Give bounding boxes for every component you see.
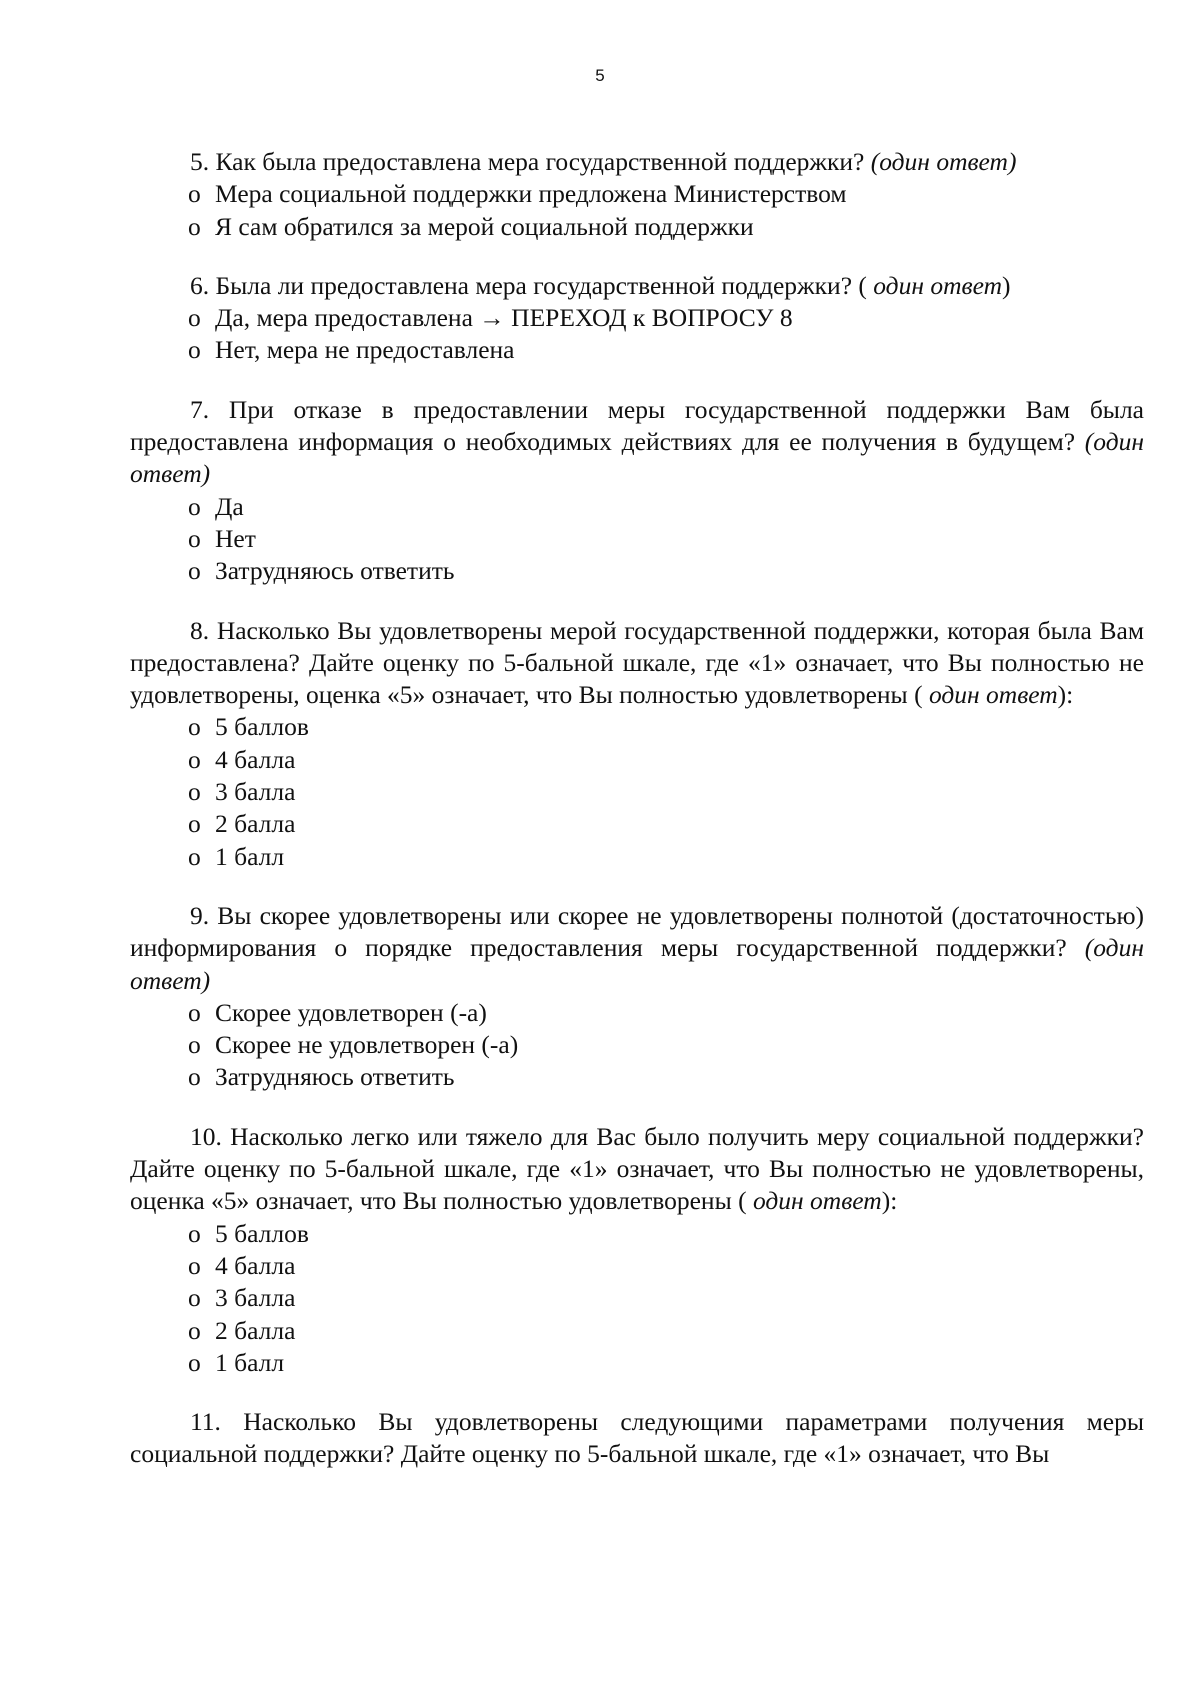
circle-bullet-icon: o [188,523,201,553]
answer-option-label: Скорее удовлетворен (-а) [215,997,487,1027]
question-tail: ) [1002,270,1011,300]
answer-options [130,302,1144,367]
answer-instruction: (один ответ) [870,147,1017,176]
answer-option [188,841,1144,873]
question-5 [130,146,1144,243]
answer-option [188,1315,1144,1347]
answer-option-label: 5 баллов [215,712,309,742]
answer-instruction: один ответ [928,680,1058,710]
question-lead: 5. Как была предоставлена мера государственной поддержки? [190,147,865,176]
circle-bullet-icon: o [188,179,201,209]
answer-option [188,1029,1144,1061]
answer-option-label: Я сам обратился за мерой социальной поддержки [215,211,754,241]
answer-option-label: Нет, мера не предоставлена [215,335,515,365]
answer-option [188,1250,1144,1282]
answer-option-label: Затрудняюсь ответить [215,1062,455,1092]
circle-bullet-icon: o [188,556,201,586]
circle-bullet-icon: o [188,1347,201,1377]
answer-option-label: 4 балла [215,744,296,774]
answer-option-label: 2 балла [215,1315,296,1345]
answer-options [130,178,1144,243]
question-lead: 8. Насколько Вы удовлетворены мерой государственной поддержки, которая была Вам предоставлена? Дайте оценку по 5-бальной шкале, где «1» означает, что Вы полностью не удовлетворены, оценка «5» означает, что Вы полностью удовлетворены ( [130,615,1144,710]
answer-option-label: 1 балл [215,1347,285,1377]
answer-option [188,555,1144,587]
circle-bullet-icon: o [188,303,201,333]
answer-option [188,211,1144,243]
question-text [130,900,1144,997]
circle-bullet-icon: o [188,1283,201,1313]
answer-option [188,711,1144,743]
circle-bullet-icon: o [188,211,201,241]
answer-options [130,1218,1144,1379]
answer-option-label: 5 баллов [215,1218,309,1248]
answer-option-label: Скорее не удовлетворен (-а) [215,1030,519,1060]
answer-option [188,334,1144,366]
answer-option-label: Да, мера предоставлена → ПЕРЕХОД к ВОПРОСУ 8 [215,303,793,333]
question-text [130,615,1144,712]
question-text [130,394,1144,491]
circle-bullet-icon: o [188,1062,201,1092]
questionnaire [130,146,1144,1498]
answer-option [188,1061,1144,1093]
question-11 [130,1406,1144,1471]
answer-option [188,1347,1144,1379]
answer-option [188,1218,1144,1250]
circle-bullet-icon: o [188,1250,201,1280]
answer-option-label: Да [215,491,244,521]
question-lead: 11. Насколько Вы удовлетворены следующими параметрами получения меры социальной поддержки? Дайте оценку по 5-бальной шкале, где «1» означает, что Вы [130,1407,1144,1469]
answer-option-label: Нет [215,523,256,553]
answer-option-label: 3 балла [215,777,296,807]
answer-option [188,808,1144,840]
question-lead: 7. При отказе в предоставлении меры государственной поддержки Вам была предоставлена информация о необходимых действиях для ее получения в будущем? [130,394,1144,457]
circle-bullet-icon: o [188,335,201,365]
circle-bullet-icon: o [188,841,201,871]
answer-option-label: Мера социальной поддержки предложена Министерством [215,179,847,209]
answer-option-label: 1 балл [215,841,285,871]
answer-option [188,776,1144,808]
question-text [130,146,1144,178]
answer-instruction: (один ответ) [130,427,1145,489]
circle-bullet-icon: o [188,1315,201,1345]
circle-bullet-icon: o [188,491,201,521]
circle-bullet-icon: o [188,712,201,742]
answer-options [130,997,1144,1094]
question-text [130,1406,1144,1471]
answer-option [188,997,1144,1029]
circle-bullet-icon: o [188,777,201,807]
question-tail: ): [1057,680,1074,710]
question-lead: 10. Насколько легко или тяжело для Вас было получить меру социальной поддержки? Дайте оценку по 5-бальной шкале, где «1» означает, что Вы полностью не удовлетворены, оценка «5» означает, что Вы полностью удовлетворены ( [130,1121,1144,1216]
question-lead: 9. Вы скорее удовлетворены или скорее не удовлетворены полнотой (достаточностью) информирования о порядке предоставления меры государственной поддержки? [130,900,1144,963]
circle-bullet-icon: o [188,1218,201,1248]
answer-option [188,523,1144,555]
circle-bullet-icon: o [188,809,201,839]
question-10 [130,1121,1144,1379]
answer-option [188,178,1144,210]
answer-option [188,302,1144,334]
answer-option [188,1282,1144,1314]
question-8 [130,615,1144,873]
answer-instruction: один ответ [752,1186,882,1216]
circle-bullet-icon: o [188,997,201,1027]
answer-options [130,711,1144,872]
answer-option-label: Затрудняюсь ответить [215,556,455,586]
question-6 [130,270,1144,367]
question-lead: 6. Была ли предоставлена мера государственной поддержки? ( [190,270,867,300]
question-tail: ): [881,1186,898,1216]
answer-option-label: 2 балла [215,809,296,839]
answer-option [188,744,1144,776]
question-text [130,270,1144,302]
circle-bullet-icon: o [188,1030,201,1060]
answer-instruction: (один ответ) [130,933,1144,995]
answer-option-label: 4 балла [215,1250,296,1280]
circle-bullet-icon: o [188,744,201,774]
question-9 [130,900,1144,1094]
answer-option [188,491,1144,523]
answer-options [130,491,1144,588]
question-7 [130,394,1144,588]
answer-instruction: один ответ [873,270,1002,300]
page-number: 5 [595,66,605,85]
question-text [130,1121,1144,1218]
answer-option-label: 3 балла [215,1283,296,1313]
